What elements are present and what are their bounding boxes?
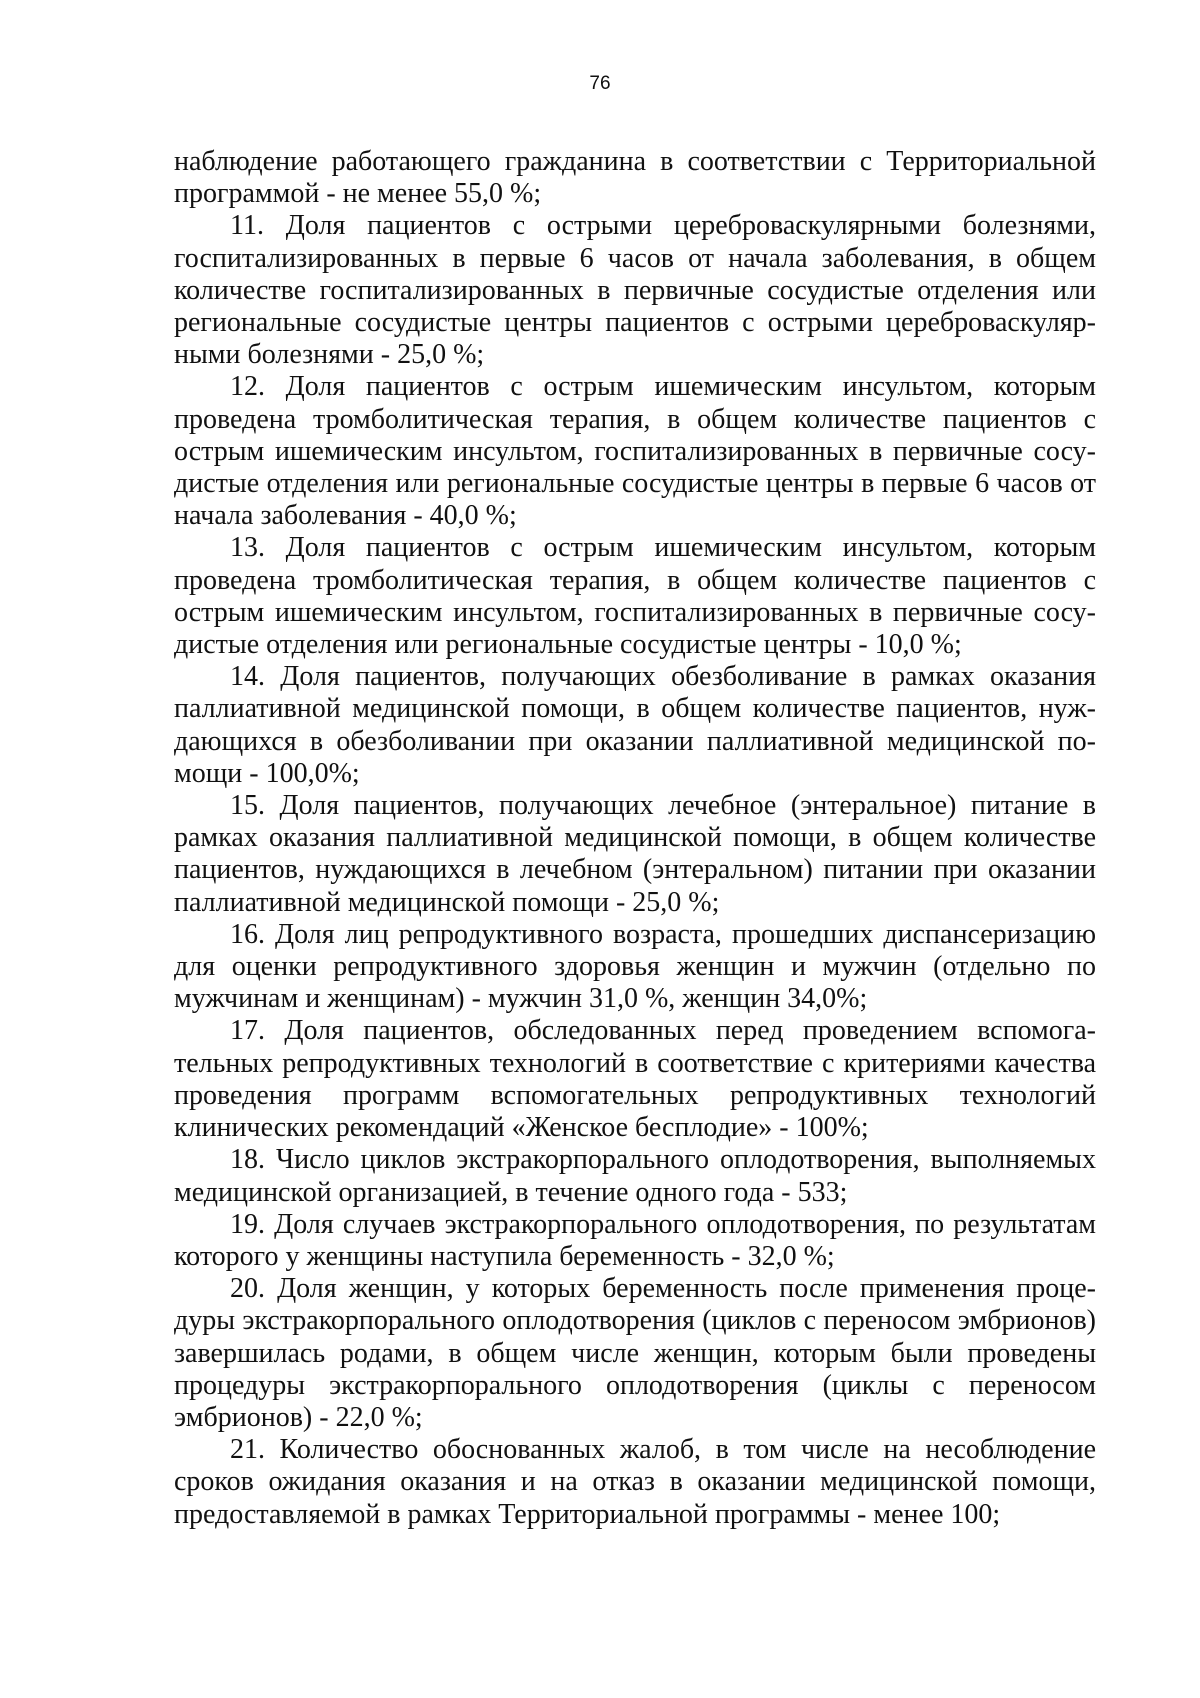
paragraph-continuation (174, 146, 1096, 210)
list-item-18 (174, 1144, 1096, 1208)
item-text: Доля случаев экстракорпорального оплодотворения, по результатам которого у женщины наступила беременность - 32,0 %; (174, 1208, 1096, 1272)
paragraph-text: наблюдение работающего гражданина в соответствии с Территориальной программой - не менее 55,0 %; (174, 146, 1096, 210)
item-number: 20. (230, 1273, 265, 1305)
list-item-14 (174, 661, 1096, 790)
item-text: Доля пациентов, обследованных перед проведением вспомогательных репродуктивных технологий в соответствие с критериями качества проведения программ вспомогательных репродуктивных технологий клинических рекомендаций «Женское бесплодие» - 100%; (174, 1015, 1096, 1144)
item-number: 18. (230, 1144, 265, 1176)
item-text: Доля лиц репродуктивного возраста, прошедших диспансеризацию для оценки репродуктивного здоровья женщин и мужчин (отдельно по мужчинам и женщинам) - мужчин 31,0 %, женщин 34,0%; (174, 918, 1097, 1015)
item-number: 16. (230, 918, 265, 950)
item-text: Доля пациентов с острым ишемическим инсультом, которым проведена тромболитическая терапия, в общем количестве пациентов с острым ишемическим инсультом, госпитализированных в первичные сосудистые отделения или региональные сосудистые центры - 10,0 %; (174, 532, 1097, 661)
item-number: 14. (230, 661, 265, 693)
list-item-12 (174, 371, 1096, 532)
item-number: 15. (230, 790, 265, 822)
item-number: 17. (230, 1015, 265, 1047)
document-body (174, 146, 1096, 1531)
item-text: Доля пациентов, получающих обезболивание в рамках оказания паллиативной медицинской помощи, в общем количестве пациентов, нуждающихся в обезболивании при оказании паллиативной медицинской помощи - 100,0%; (174, 661, 1096, 789)
list-item-21 (174, 1434, 1096, 1531)
list-item-15 (174, 790, 1096, 919)
item-text: Число циклов экстракорпорального оплодотворения, выполняемых медицинской организацией, в течение одного года - 533; (174, 1144, 1096, 1208)
item-number: 13. (230, 532, 265, 564)
item-text: Доля пациентов, получающих лечебное (энтеральное) питание в рамках оказания паллиативной медицинской помощи, в общем количестве пациентов, нуждающихся в лечебном (энтеральном) питании при оказании паллиативной медицинской помощи - 25,0 %; (174, 790, 1097, 918)
list-item-13 (174, 532, 1096, 661)
item-number: 19. (230, 1208, 265, 1240)
list-item-19 (174, 1209, 1096, 1273)
item-number: 11. (230, 210, 264, 242)
page-number: 76 (589, 73, 611, 94)
list-item-16 (174, 919, 1096, 1016)
item-text: Доля пациентов с острыми цереброваскулярными болезнями, госпитализированных в первые 6 часов от начала заболевания, в общем количестве госпитализированных в первичные сосудистые отделения или региональные сосудистые центры пациентов с острыми цереброваскулярными болезнями - 25,0 %; (174, 210, 1096, 371)
list-item-17 (174, 1015, 1096, 1144)
item-text: Количество обоснованных жалоб, в том числе на несоблюдение сроков ожидания оказания и на отказ в оказании медицинской помощи, предоставляемой в рамках Территориальной программы - менее 100; (174, 1434, 1096, 1530)
list-item-20 (174, 1273, 1096, 1434)
item-number: 12. (230, 371, 265, 403)
list-item-11 (174, 210, 1096, 371)
item-text: Доля женщин, у которых беременность после применения процедуры экстракорпорального оплодотворения (циклов с переносом эмбрионов) завершилась родами, в общем числе женщин, которым были проведены процедуры экстракорпорального оплодотворения (циклы с переносом эмбрионов) - 22,0 %; (174, 1273, 1096, 1433)
item-text: Доля пациентов с острым ишемическим инсультом, которым проведена тромболитическая терапия, в общем количестве пациентов с острым ишемическим инсультом, госпитализированных в первичные сосудистые отделения или региональные сосудистые центры в первые 6 часов от начала заболевания - 40,0 %; (174, 371, 1097, 532)
item-number: 21. (230, 1434, 265, 1466)
